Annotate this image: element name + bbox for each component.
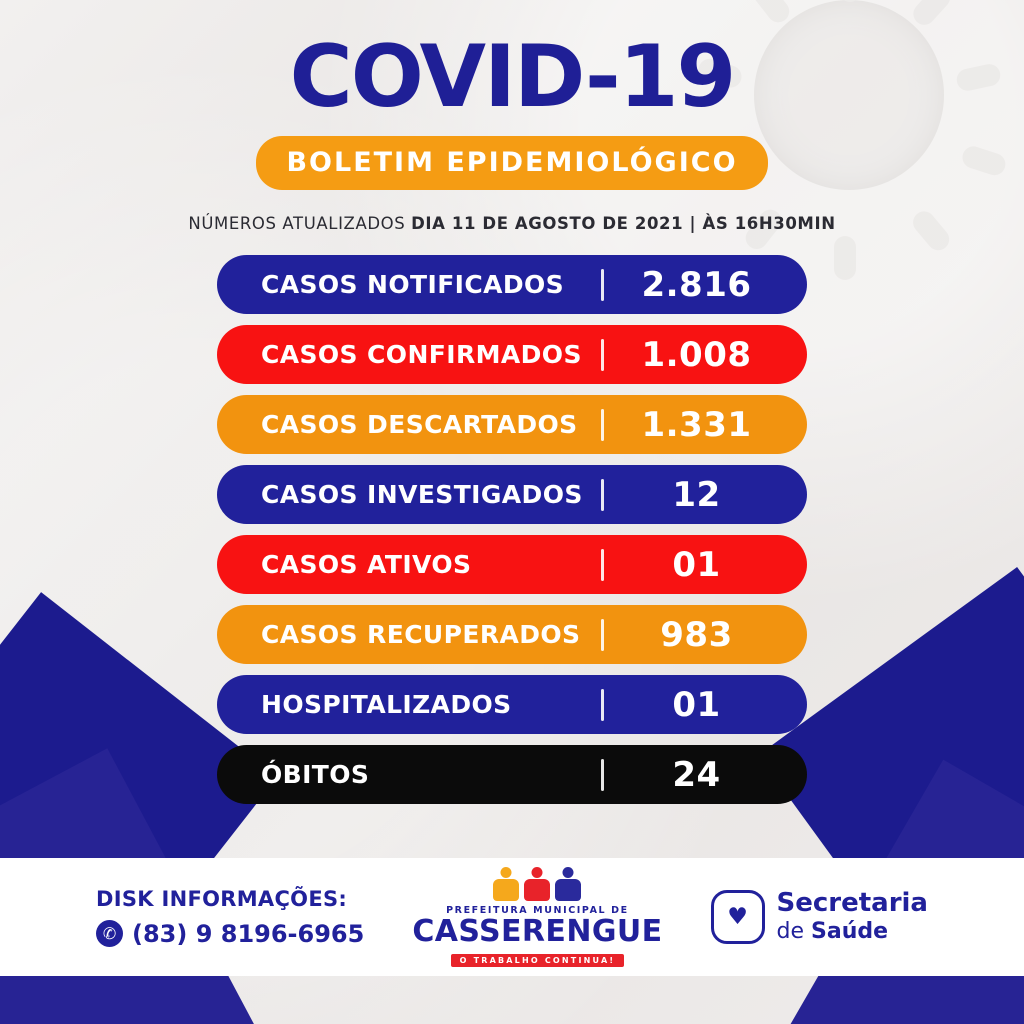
stat-divider — [601, 619, 604, 651]
secretaria-text — [777, 889, 928, 944]
secretaria-saude-logo — [711, 889, 928, 944]
stat-label: CASOS INVESTIGADOS — [261, 480, 583, 509]
update-prefix: NÚMEROS ATUALIZADOS — [188, 214, 412, 233]
stat-value: 983 — [660, 614, 733, 655]
phone-line[interactable] — [96, 920, 364, 948]
stat-value: 1.008 — [641, 334, 752, 375]
stat-label: CASOS DESCARTADOS — [261, 410, 578, 439]
stat-divider — [601, 269, 604, 301]
stat-row — [217, 535, 807, 594]
stat-value: 01 — [672, 544, 721, 585]
prefeitura-figures-icon — [412, 867, 662, 901]
secretaria-line1: Secretaria — [776, 888, 928, 919]
stat-row — [217, 745, 807, 804]
secretaria-line2: de Saúde — [776, 919, 889, 945]
prefeitura-line1: PREFEITURA MUNICIPAL DE — [446, 905, 629, 917]
stat-divider — [601, 549, 604, 581]
phone-number: (83) 9 8196-6965 — [132, 919, 365, 948]
header — [0, 0, 1024, 233]
stat-row — [217, 675, 807, 734]
disk-title: DISK INFORMAÇÕES: — [96, 886, 348, 911]
stat-divider — [601, 479, 604, 511]
stat-divider — [601, 759, 604, 791]
bottom-strip — [0, 976, 1024, 1024]
stat-label: CASOS NOTIFICADOS — [261, 270, 565, 299]
prefeitura-slogan: O TRABALHO CONTINUA! — [451, 954, 625, 967]
stat-divider — [601, 689, 604, 721]
stat-label: CASOS ATIVOS — [261, 550, 472, 579]
stat-label: HOSPITALIZADOS — [261, 690, 512, 719]
update-timestamp — [0, 214, 1024, 233]
stat-row — [217, 325, 807, 384]
page-title: COVID-19 — [289, 27, 735, 127]
stat-value: 01 — [672, 684, 721, 725]
prefeitura-line2: CASSERENGUE — [412, 914, 663, 950]
stat-row — [217, 255, 807, 314]
stat-value: 1.331 — [641, 404, 752, 445]
stat-divider — [601, 409, 604, 441]
stat-value: 2.816 — [641, 264, 752, 305]
stat-label: CASOS CONFIRMADOS — [261, 340, 582, 369]
stat-value: 24 — [672, 754, 721, 795]
stat-label: CASOS RECUPERADOS — [261, 620, 581, 649]
prefeitura-logo — [412, 867, 662, 967]
stat-label: ÓBITOS — [261, 760, 370, 789]
footer — [0, 858, 1024, 976]
update-date: DIA 11 DE AGOSTO DE 2021 | ÀS 16H30MIN — [411, 214, 836, 233]
stats-list — [217, 255, 807, 804]
heart-health-icon: ♥ — [711, 890, 765, 944]
stat-row — [217, 395, 807, 454]
subtitle-badge: BOLETIM EPIDEMIOLÓGICO — [256, 136, 767, 190]
stat-row — [217, 605, 807, 664]
whatsapp-icon: ✆ — [96, 920, 123, 947]
stat-value: 12 — [672, 474, 721, 515]
stat-divider — [601, 339, 604, 371]
disk-informacoes — [96, 887, 364, 948]
stat-row — [217, 465, 807, 524]
